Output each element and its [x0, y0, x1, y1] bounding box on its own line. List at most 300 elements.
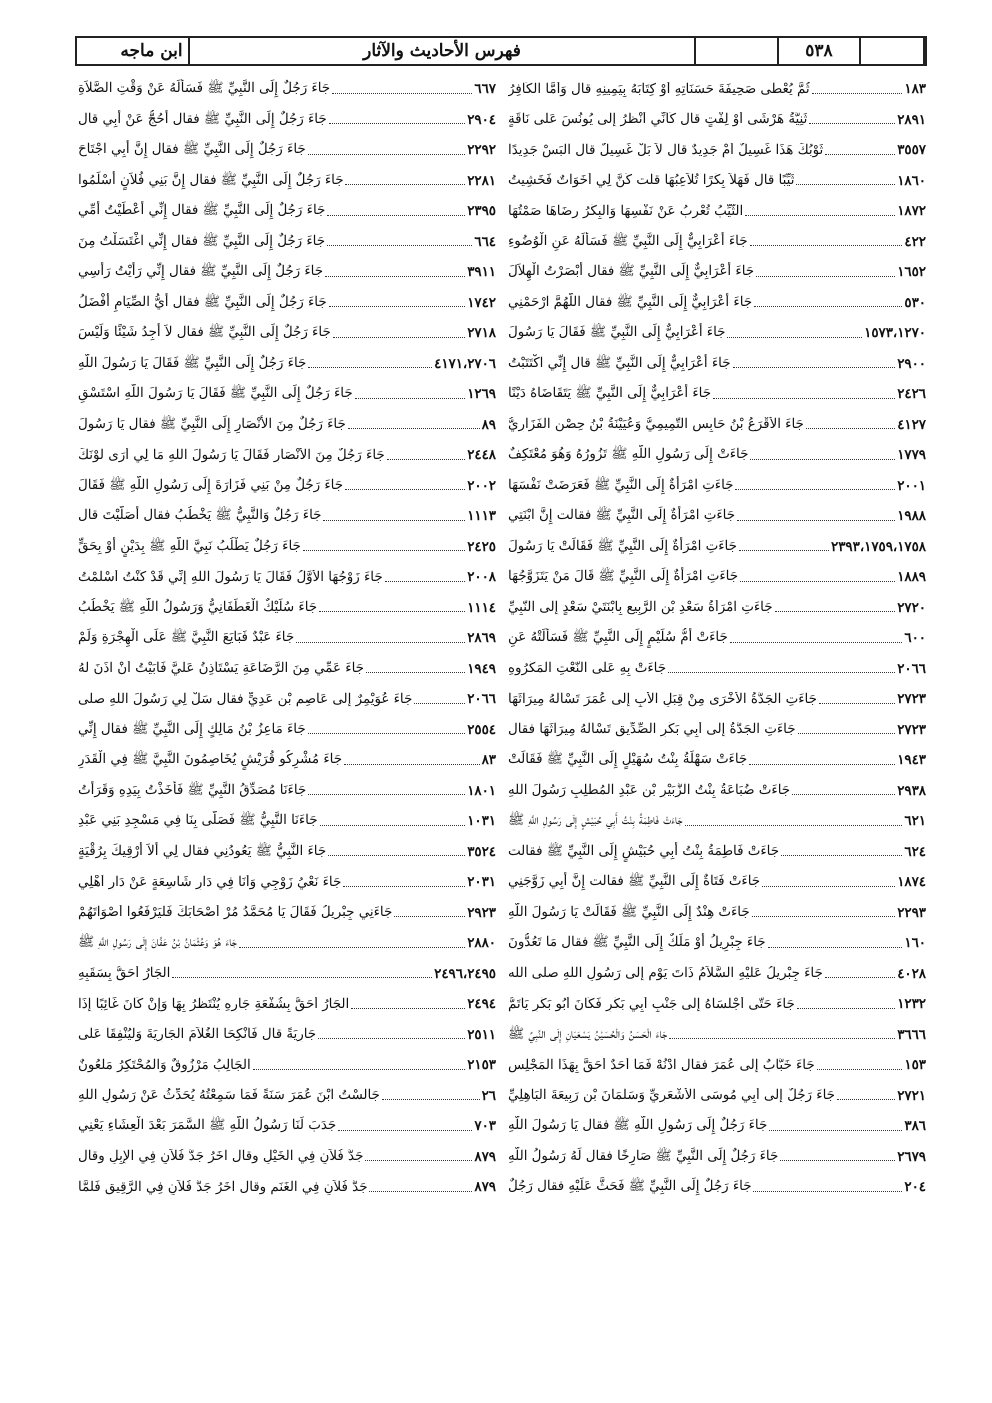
leader-dots [348, 428, 480, 429]
leader-dots [172, 977, 432, 978]
leader-dots [750, 459, 895, 460]
leader-dots [753, 1191, 902, 1192]
entry-number: ٢٦ [481, 1087, 496, 1104]
index-entry [508, 776, 926, 807]
entry-number: ٤٠٢٨ [897, 965, 926, 982]
index-entry [78, 898, 496, 929]
entry-text: جَاءَتْ بِهِ عَلَى النَّعْتِ الْمَكْرُوهِ [508, 661, 667, 677]
index-entry [508, 410, 926, 441]
entry-text: جَاءَتْ فَاطِمَةُ بِنْتُ أَبِي حُبَيْشٍ إِلَى رَسُولِ اللَّهِ ﷺ [508, 813, 683, 829]
entry-text: جَاءَ رَجُلٌ إِلَى النَّبِيِّ ﷺ فَسَأَلَهُ عَنْ وَقْتِ الصَّلاَةِ [78, 81, 331, 97]
entry-number: ٢٤٤٨ [467, 447, 496, 464]
entry-text: ثَنِيَّةُ هَرْشَى أَوْ لِفْتٍ قال كَأَنِّي أَنْظُرُ إِلَى يُونُسَ عَلَى نَاقَةٍ [508, 112, 808, 128]
index-entry [508, 1050, 926, 1081]
index-entry [78, 288, 496, 319]
leader-dots [792, 794, 895, 795]
entry-text: جَاءَتِ امْرَأَةٌ إِلَى النَّبِيِّ ﷺ قَالَ مَنْ يَتَزَوَّجُهَا [508, 569, 738, 585]
index-entry [508, 288, 926, 319]
leader-dots [817, 1069, 903, 1070]
entry-number: ٢٢٩٢ [467, 142, 496, 159]
entry-number: ٢٧١٨ [467, 325, 496, 342]
index-entry [78, 745, 496, 776]
entry-number: ١٩٨٨ [897, 508, 926, 525]
leader-dots [365, 1160, 472, 1161]
index-entry [508, 471, 926, 502]
page-header [75, 36, 927, 66]
leader-dots [740, 581, 895, 582]
index-entry [78, 1050, 496, 1081]
leader-dots [385, 581, 466, 582]
leader-dots [327, 245, 472, 246]
entry-text: جَاءَ رَجُلٌ إِلَى النَّبِيِّ ﷺ فقال أَيُّ الصِّيَامِ أَفْضَلُ [78, 294, 327, 310]
entry-text: جَدُّ فُلاَنٍ فِي الْغَنَمِ وقال آخَرُ جَدُّ فُلاَنٍ فِي الرَّقِيقِ فَلَمَّا [78, 1179, 368, 1195]
entry-number: ١١١٣ [467, 508, 496, 525]
entry-number: ١٠٣١ [467, 813, 496, 830]
entry-number: ٢٩٠٤ [467, 111, 496, 128]
leader-dots [327, 215, 465, 216]
right-column [502, 74, 932, 1274]
entry-number: ٢٩٠٠ [897, 355, 926, 372]
entry-number: ٢٠٣١ [467, 874, 496, 891]
book-name: ابن ماجه [115, 38, 190, 64]
index-entry [508, 715, 926, 746]
entry-number: ١٩٤٣ [897, 752, 926, 769]
index-entry [508, 1111, 926, 1142]
entry-text: جَاءَ رَجُلٌ إِلَى النَّبِيِّ ﷺ فقال إِنِّي اغْتَسَلْتُ مِنَ [78, 233, 326, 249]
entry-number: ٢٠٠١ [897, 477, 926, 494]
index-entry [508, 745, 926, 776]
entry-text: جَاءَ أَعْرَابِيٌّ إِلَى النَّبِيِّ ﷺ قال إِنِّي اكْتَتَبْتُ [508, 355, 731, 371]
leader-dots [737, 520, 895, 521]
index-entry [78, 532, 496, 563]
index-entry [508, 74, 926, 105]
entry-number: ٥٣٠ [904, 294, 926, 311]
leader-dots [332, 93, 472, 94]
leader-dots [809, 123, 895, 124]
entry-text: جَاءَ جِبْرِيلُ أَوْ مَلَكٌ إِلَى النَّبِيِّ ﷺ فقال مَا تَعُدُّونَ [508, 935, 766, 951]
entry-text: جَاءَ رَجُلٌ إِلَى النَّبِيِّ ﷺ فقال لاَ أَجِدُ شَيْئًا وَلَيْسَ [78, 325, 331, 341]
index-entry [508, 318, 926, 349]
index-entry [78, 776, 496, 807]
entry-text: جَاءَ أَعْرَابِيٌّ إِلَى النَّبِيِّ ﷺ فَقَالَ يَا رَسُولَ [508, 325, 726, 341]
entry-text: ثُمَّ يُعْطَى صَحِيفَةَ حَسَنَاتِهِ أَوْ كِتَابَهُ بِيَمِينِهِ قال وَأَمَّا الْكَافِرُ [508, 81, 810, 97]
entry-text: جَاءَ رَجُلٌ إِلَى النَّبِيِّ ﷺ فَقَالَ يَا رَسُولَ اللَّهِ [78, 355, 307, 371]
leader-dots [308, 733, 466, 734]
leader-dots [837, 1099, 895, 1100]
leader-dots [730, 642, 903, 643]
entry-number: ١٥٧٣،١٢٧٠ [864, 325, 926, 342]
leader-dots [333, 337, 466, 338]
index-entry [508, 654, 926, 685]
leader-dots [323, 520, 465, 521]
leader-dots [343, 886, 465, 887]
entry-number: ١٢٦٩ [467, 386, 496, 403]
entry-text: جَالَسْتُ ابْنَ عُمَرَ سَنَةً فَمَا سَمِعْتُهُ يُحَدِّثُ عَنْ رَسُولِ اللَّهِ [78, 1088, 380, 1104]
leader-dots [713, 398, 895, 399]
entry-number: ٨٣ [481, 752, 496, 769]
index-entry [78, 318, 496, 349]
leader-dots [345, 184, 465, 185]
index-title: فهرس الأحاديث والآثار [190, 38, 696, 64]
index-entry [508, 623, 926, 654]
index-entry [78, 1142, 496, 1173]
leader-dots [745, 215, 895, 216]
entry-number: ٢٤٩٦،٢٤٩٥ [434, 965, 496, 982]
index-entry [508, 562, 926, 593]
entry-number: ١١١٤ [467, 599, 496, 616]
left-column [72, 74, 502, 1274]
leader-dots [735, 489, 895, 490]
index-entry [508, 379, 926, 410]
leader-dots [825, 154, 895, 155]
entry-number: ٣٩١١ [467, 264, 496, 281]
index-entry [78, 959, 496, 990]
entry-number: ٢٨٩١ [897, 111, 926, 128]
entry-text: جَاءَتْ أُمُّ سُلَيْمٍ إِلَى النَّبِيِّ ﷺ فَسَأَلَتْهُ عَنِ [508, 630, 728, 646]
entry-number: ١٨٦٠ [897, 172, 926, 189]
entry-text: جَاءَ هُوَ وَعُثْمَانُ بْنُ عَفَّانَ إِلَى رَسُولِ اللَّهِ ﷺ [78, 935, 237, 951]
entry-number: ٣٦٦٦ [897, 1026, 926, 1043]
entry-number: ٢٠٦٦ [897, 660, 926, 677]
entry-number: ٦٢١ [904, 813, 926, 830]
index-entry [508, 196, 926, 227]
entry-text: جَاءَ عَمِّي مِنَ الرَّضَاعَةِ يَسْتَأْذِنُ عَلَيَّ فَأَبَيْتُ أَنْ آذَنَ لَهُ [78, 661, 364, 677]
leader-dots [328, 855, 465, 856]
index-entry [78, 837, 496, 868]
entry-number: ١٥٣ [904, 1057, 926, 1074]
index-entry [78, 105, 496, 136]
index-entry [78, 867, 496, 898]
index-entry [78, 501, 496, 532]
entry-number: ٢٣٩٣،١٧٥٩،١٧٥٨ [831, 538, 926, 555]
entry-text: جَاءَ عَبْدٌ فَبَايَعَ النَّبِيَّ ﷺ عَلَى الْهِجْرَةِ وَلَمْ [78, 630, 295, 646]
entry-text: جَاءَنِي جِبْرِيلُ فَقَالَ يَا مُحَمَّدُ مُرْ أَصْحَابَكَ فَلْيَرْفَعُوا أَصْوَاتَهُمْ [78, 905, 393, 921]
index-entry [78, 257, 496, 288]
entry-number: ٢١٥٣ [467, 1057, 496, 1074]
entry-text: جَاءَتِ الْجَدَّةُ إِلَى أَبِي بَكْرٍ الصِّدِّيقِ تَسْأَلُهُ مِيرَاثَهَا فقال [508, 722, 796, 738]
entry-number: ٢٨٦٩ [467, 630, 496, 647]
index-entry [78, 1081, 496, 1112]
index-entry [78, 379, 496, 410]
index-entry [508, 1020, 926, 1051]
entry-number: ٢٤٢٦ [897, 386, 926, 403]
leader-dots [749, 764, 895, 765]
leader-dots [769, 1130, 902, 1131]
entry-text: جَاءَ جِبْرِيلُ عَلَيْهِ السَّلاَمُ ذَاتَ يَوْمٍ إِلَى رَسُولِ اللَّهِ صلى الله [508, 966, 823, 982]
index-entry [78, 562, 496, 593]
entry-number: ٦٦٧ [474, 81, 496, 98]
index-entry [508, 928, 926, 959]
leader-dots [752, 916, 896, 917]
entry-number: ٢٥١١ [467, 1026, 496, 1043]
index-entry [508, 593, 926, 624]
index-entry [78, 440, 496, 471]
index-entry [508, 684, 926, 715]
index-entry [78, 349, 496, 380]
entry-text: جَدَبَ لَنَا رَسُولُ اللَّهِ ﷺ السَّمَرَ بَعْدَ الْعِشَاءِ يَعْنِي [78, 1118, 337, 1134]
entry-number: ١٧٤٢ [467, 294, 496, 311]
leader-dots [355, 398, 466, 399]
entry-text: جَاءَ خَبَّابٌ إِلَى عُمَرَ فقال ادْنُهْ فَمَا أَحَدٌ أَحَقَّ بِهَذَا الْمَجْلِسِ [508, 1057, 815, 1073]
entry-text: جَاءَتْ ضُبَاعَةُ بِنْتُ الزُّبَيْرِ بْنِ عَبْدِ الْمُطَّلِبِ رَسُولَ اللَّهِ [508, 783, 791, 799]
header-blank-cell-right [861, 38, 925, 64]
leader-dots [812, 93, 903, 94]
index-entry [508, 806, 926, 837]
entry-text: جَاءَ مُشْرِكُو قُرَيْشٍ يُخَاصِمُونَ النَّبِيَّ ﷺ فِي الْقَدَرِ [78, 752, 343, 768]
entry-text: جَاءَ رَجُلٌ إِلَى النَّبِيِّ ﷺ فقال إِنَّ بَنِي فُلاَنٍ أَسْلَمُوا [78, 172, 344, 188]
entry-text: جَاءَتِ امْرَأَةٌ إِلَى النَّبِيِّ ﷺ فَعَرَضَتْ نَفْسَهَا [508, 477, 734, 493]
entry-number: ٢٩٢٣ [467, 904, 496, 921]
index-entry [508, 1142, 926, 1173]
entry-number: ٢٠٦٦ [467, 691, 496, 708]
index-entry [78, 1172, 496, 1203]
index-entry [78, 1020, 496, 1051]
entry-number: ٢٧٢٣ [897, 691, 926, 708]
leader-dots [325, 276, 465, 277]
leader-dots [754, 306, 902, 307]
leader-dots [685, 825, 903, 826]
leader-dots [308, 154, 466, 155]
entry-number: ١٨٨٩ [897, 569, 926, 586]
entry-text: جَاءَ رَجُلٌ إِلَى أَبِي مُوسَى الأَشْعَرِيِّ وَسَلْمَانَ بْنِ رَبِيعَةَ الْبَاهِلِيِّ [508, 1088, 835, 1104]
index-entry [78, 410, 496, 441]
entry-text: جَاءَنَا مُصَدِّقُ النَّبِيِّ ﷺ فَأَخَذْتُ بِيَدِهِ وَقَرَأْتُ [78, 782, 307, 798]
leader-dots [750, 245, 903, 246]
leader-dots [239, 947, 465, 948]
index-entry [78, 1111, 496, 1142]
index-entry [78, 196, 496, 227]
index-entry [508, 898, 926, 929]
entry-text: جَاءَ أَعْرَابِيٌّ إِلَى النَّبِيِّ ﷺ يَتَقَاضَاهُ دَيْنًا [508, 386, 711, 402]
leader-dots [351, 1008, 465, 1009]
entry-number: ١٨٣ [904, 81, 926, 98]
entry-number: ٦٦٤ [474, 233, 496, 250]
leader-dots [394, 916, 465, 917]
leader-dots [344, 764, 480, 765]
index-entry [78, 74, 496, 105]
leader-dots [253, 1069, 466, 1070]
entry-text: جَاءَ عُوَيْمِرٌ إِلَى عَاصِمِ بْنِ عَدِيٍّ فقال سَلْ لِي رَسُولَ اللَّهِ صلى [78, 691, 413, 707]
header-blank-cell-left [77, 38, 115, 64]
index-entry [508, 1081, 926, 1112]
entry-number: ٢٩٣٨ [897, 782, 926, 799]
entry-text: جَاءَتِ امْرَأَةُ سَعْدِ بْنِ الرَّبِيعِ بِابْنَتَيْ سَعْدٍ إِلَى النَّبِيِّ [508, 600, 773, 616]
index-entry [78, 135, 496, 166]
index-entry [78, 623, 496, 654]
leader-dots [668, 672, 895, 673]
entry-text: جَاءَتْ هِنْدٌ إِلَى النَّبِيِّ ﷺ فَقَالَتْ يَا رَسُولَ اللَّهِ [508, 904, 750, 920]
entry-text: جَاءَ مَاعِزُ بْنُ مَالِكٍ إِلَى النَّبِيِّ ﷺ فقال إِنِّي [78, 721, 306, 737]
leader-dots [796, 184, 895, 185]
entry-number: ٢٧٢٠ [897, 599, 926, 616]
entry-number: ١٩٤٩ [467, 660, 496, 677]
entry-number: ٢٠٤ [904, 1179, 926, 1196]
index-entry [508, 532, 926, 563]
entry-text: جَاءَتْ فَتَاةٌ إِلَى النَّبِيِّ ﷺ فقالت إِنَّ أَبِي زَوَّجَنِي [508, 874, 761, 890]
leader-dots [775, 611, 896, 612]
index-entry [508, 105, 926, 136]
leader-dots [756, 276, 895, 277]
entry-number: ٧٠٣ [474, 1118, 496, 1135]
leader-dots [798, 733, 896, 734]
index-entry [508, 837, 926, 868]
entry-number: ٦٢٤ [904, 843, 926, 860]
index-columns [72, 74, 932, 1274]
index-entry [78, 715, 496, 746]
leader-dots [768, 947, 903, 948]
entry-number: ٣٥٢٤ [467, 843, 496, 860]
entry-text: جَاءَتْ إِلَى رَسُولِ اللَّهِ ﷺ تَزُورُهُ وَهُوَ مُعْتَكِفٌ [508, 447, 749, 463]
index-entry [508, 135, 926, 166]
leader-dots [345, 489, 465, 490]
entry-text: جَاءَ أَعْرَابِيٌّ إِلَى النَّبِيِّ ﷺ فقال اللَّهُمَّ ارْحَمْنِي [508, 294, 753, 310]
index-entry [508, 349, 926, 380]
entry-text: جَاءَ رَجُلٌ إِلَى النَّبِيِّ ﷺ فقال إِنِّي رَأَيْتُ رَأْسِي [78, 264, 323, 280]
leader-dots [825, 977, 895, 978]
leader-dots [669, 1038, 895, 1039]
index-entry [508, 959, 926, 990]
entry-number: ١٨٧٢ [897, 203, 926, 220]
entry-number: ٢٨٨٠ [467, 935, 496, 952]
index-entry [78, 166, 496, 197]
entry-text: جَاءَتِ امْرَأَةٌ إِلَى النَّبِيِّ ﷺ فقالت إِنَّ ابْنَتِي [508, 508, 735, 524]
leader-dots [733, 367, 896, 368]
leader-dots [369, 1191, 472, 1192]
entry-number: ٤١٢٧ [897, 416, 926, 433]
entry-text: جَاءَ الأَقْرَعُ بْنُ حَابِسٍ التَّمِيمِيُّ وَعُيَيْنَةُ بْنُ حِصْنٍ الْفَزَارِيُّ [508, 417, 804, 433]
entry-number: ٢٧٢٣ [897, 721, 926, 738]
entry-text: الْجَالِبُ مَرْزُوقٌ وَالْمُحْتَكِرُ مَلْعُونٌ [78, 1057, 251, 1073]
leader-dots [797, 1008, 895, 1009]
leader-dots [308, 794, 465, 795]
entry-text: جَاءَنَا النَّبِيُّ ﷺ فَصَلَّى بِنَا فِي مَسْجِدِ بَنِي عَبْدِ [78, 813, 318, 829]
entry-text: جَاءَ رَجُلٌ مِنَ الأَنْصَارِ فَقَالَ يَا رَسُولَ اللَّهِ مَا لِي أَرَى لَوْنَكَ [78, 447, 385, 463]
leader-dots [781, 855, 902, 856]
entry-number: ٤٢٢ [904, 233, 926, 250]
index-entry [508, 257, 926, 288]
leader-dots [329, 123, 466, 124]
entry-text: جَاءَ رَجُلٌ إِلَى النَّبِيِّ ﷺ فقال إِنِّي أَعْطَيْتُ أُمِّي [78, 203, 326, 219]
entry-number: ١٧٧٩ [897, 447, 926, 464]
entry-number: ٢٦٧٩ [897, 1148, 926, 1165]
entry-text: جَاءَ رَجُلٌ يَطْلُبُ نَبِيَّ اللَّهِ ﷺ بِدَيْنٍ أَوْ بِحَقٍّ [78, 538, 301, 554]
leader-dots [318, 1038, 465, 1039]
entry-number: ٣٥٥٧ [897, 142, 926, 159]
entry-number: ١٦٠ [904, 935, 926, 952]
entry-text: جَاءَ النَّبِيُّ ﷺ يَعُودُنِي فقال لِي أَلاَ أَرْقِيكَ بِرُقْيَةٍ [78, 843, 327, 859]
index-entry [78, 471, 496, 502]
header-blank-cell-middle [696, 38, 779, 64]
leader-dots [739, 550, 829, 551]
entry-number: ١٨٧٤ [897, 874, 926, 891]
leader-dots [387, 459, 466, 460]
entry-text: ثَوْبُكَ هَذَا غَسِيلٌ أَمْ جَدِيدٌ قال لاَ بَلْ غَسِيلٌ قال الْبَسْ جَدِيدًا [508, 142, 824, 158]
page-number: ٥٣٨ [779, 38, 861, 64]
entry-text: جَاءَ رَجُلٌ إِلَى النَّبِيِّ ﷺ فقال إِنَّ أَبِي اجْتَاحَ [78, 142, 306, 158]
entry-text: الْجَارُ أَحَقُّ بِشُفْعَةِ جَارِهِ يُنْتَظَرُ بِهَا وَإِنْ كَانَ غَائِبًا إِذَا [78, 996, 350, 1012]
entry-number: ٢٧٢١ [897, 1087, 926, 1104]
entry-number: ٦٠٠ [904, 630, 926, 647]
leader-dots [338, 1130, 472, 1131]
entry-text: الْجَارُ أَحَقُّ بِسَقَبِهِ [78, 966, 171, 982]
entry-text: جَاءَ أَعْرَابِيٌّ إِلَى النَّبِيِّ ﷺ فَسَأَلَهُ عَنِ الْوُضُوءِ [508, 233, 748, 249]
entry-text: جَاءَتْ سَهْلَةُ بِنْتُ سُهَيْلٍ إِلَى النَّبِيِّ ﷺ فَقَالَتْ [508, 752, 748, 768]
entry-text: ثَيِّبًا قال فَهَلاَّ بِكْرًا تُلاَعِبُهَا قلت كُنَّ لِي أَخَوَاتٌ فَخَشِيتُ [508, 173, 795, 189]
index-entry [508, 440, 926, 471]
leader-dots [806, 428, 895, 429]
index-entry [508, 227, 926, 258]
entry-text: جَاءَ رَجُلٌ إِلَى النَّبِيِّ ﷺ فَقَالَ يَا رَسُولَ اللَّهِ اسْتَسْقِ [78, 386, 353, 402]
entry-number: ٣٨٦ [904, 1118, 926, 1135]
entry-text: جَاءَ رَجُلٌ إِلَى النَّبِيِّ ﷺ صَارِخًا فقال لَهُ رَسُولُ اللَّهِ [508, 1148, 779, 1164]
entry-text: جَاءَ رَجُلٌ مِنَ الأَنْصَارِ إِلَى النَّبِيِّ ﷺ فقال يَا رَسُولَ [78, 416, 346, 432]
entry-text: جَاءَ حَتَّى أَجْلَسَاهُ إِلَى جَنْبِ أَبِي بَكْرٍ فَكَانَ أَبُو بَكْرٍ يَأْتَمُّ [508, 996, 795, 1012]
entry-text: جَاءَ رَجُلٌ إِلَى النَّبِيِّ ﷺ فَحَثَّ عَلَيْهِ فقال رَجُلٌ [508, 1179, 752, 1195]
entry-number: ٨٧٩ [474, 1179, 496, 1196]
index-entry [78, 806, 496, 837]
leader-dots [320, 825, 466, 826]
entry-number: ٢٠٠٢ [467, 477, 496, 494]
index-entry [508, 989, 926, 1020]
index-entry [78, 654, 496, 685]
entry-text: جَاءَتِ امْرَأَةٌ إِلَى النَّبِيِّ ﷺ فَقَالَتْ يَا رَسُولَ [508, 538, 737, 554]
index-entry [508, 166, 926, 197]
entry-number: ٢٣٩٥ [467, 203, 496, 220]
entry-text: جَاءَ أَعْرَابِيٌّ إِلَى النَّبِيِّ ﷺ فقال أَبْصَرْتُ الْهِلاَلَ [508, 264, 755, 280]
entry-number: ٤١٧١،٢٧٠٦ [434, 355, 496, 372]
entry-text: الثَّيِّبُ تُعْرِبُ عَنْ نَفْسِهَا وَالْبِكْرُ رِضَاهَا صَمْتُهَا [508, 203, 744, 219]
leader-dots [382, 1099, 480, 1100]
entry-text: جَاءَ رَجُلٌ مِنْ بَنِي فَزَارَةَ إِلَى رَسُولِ اللَّهِ ﷺ فَقَالَ [78, 477, 344, 493]
leader-dots [727, 337, 862, 338]
leader-dots [819, 703, 895, 704]
entry-text: جَاءَ رَجُلٌ وَالنَّبِيُّ ﷺ يَخْطُبُ فقال أَصَلَّيْتَ قال [78, 508, 322, 524]
index-entry [508, 501, 926, 532]
leader-dots [303, 550, 465, 551]
entry-text: جَاءَ رَجُلٌ إِلَى النَّبِيِّ ﷺ فقال أَحُجُّ عَنْ أَبِي قال [78, 111, 327, 127]
entry-text: جَاءَ زَوْجُهَا الأَوَّلُ فَقَالَ يَا رَسُولَ اللَّهِ إِنِّي قَدْ كُنْتُ أَسْلَمْتُ [78, 569, 383, 585]
entry-number: ٢٢٨١ [467, 172, 496, 189]
index-entry [78, 227, 496, 258]
leader-dots [308, 367, 432, 368]
entry-text: جَدُّ فُلاَنٍ فِي الْخَيْلِ وقال آخَرُ جَدُّ فُلاَنٍ فِي الإِبِلِ وقال [78, 1149, 364, 1165]
entry-text: جَاءَ نَعْيُ زَوْجِي وَأَنَا فِي دَارٍ شَاسِعَةٍ عَنْ دَارِ أَهْلِي [78, 874, 342, 890]
entry-number: ٢٢٩٣ [897, 904, 926, 921]
entry-number: ٢٤٢٥ [467, 538, 496, 555]
entry-number: ١٨٠١ [467, 782, 496, 799]
index-entry [78, 989, 496, 1020]
index-entry [508, 867, 926, 898]
leader-dots [329, 306, 466, 307]
leader-dots [780, 1160, 895, 1161]
index-entry [78, 928, 496, 959]
index-entry [78, 684, 496, 715]
entry-number: ٢٤٩٤ [467, 996, 496, 1013]
entry-text: جَاءَتِ الْجَدَّةُ الأُخْرَى مِنْ قِبَلِ الأَبِ إِلَى عُمَرَ تَسْأَلُهُ مِيرَاثَهَا [508, 691, 817, 707]
index-entry [78, 593, 496, 624]
leader-dots [319, 611, 465, 612]
entry-number: ٨٧٩ [474, 1148, 496, 1165]
entry-text: جَاءَ سُلَيْكٌ الْغَطَفَانِيُّ وَرَسُولُ اللَّهِ ﷺ يَخْطُبُ [78, 599, 318, 615]
entry-number: ١٢٣٢ [897, 996, 926, 1013]
entry-number: ٢٥٥٤ [467, 721, 496, 738]
leader-dots [296, 642, 465, 643]
entry-number: ٢٠٠٨ [467, 569, 496, 586]
entry-text: جَاءَ الْحَسَنُ وَالْحُسَيْنُ يَسْعَيَانِ إِلَى النَّبِيِّ ﷺ [508, 1026, 668, 1042]
entry-text: جَاءَ رَجُلٌ إِلَى رَسُولِ اللَّهِ ﷺ فقال يَا رَسُولَ اللَّهِ [508, 1118, 768, 1134]
entry-number: ٨٩ [481, 416, 496, 433]
entry-text: جَارِيَةً قال فَأَنْكِحَا الْغُلاَمَ الْجَارِيَةَ وَلْيُنْفِقَا عَلَى [78, 1027, 317, 1043]
